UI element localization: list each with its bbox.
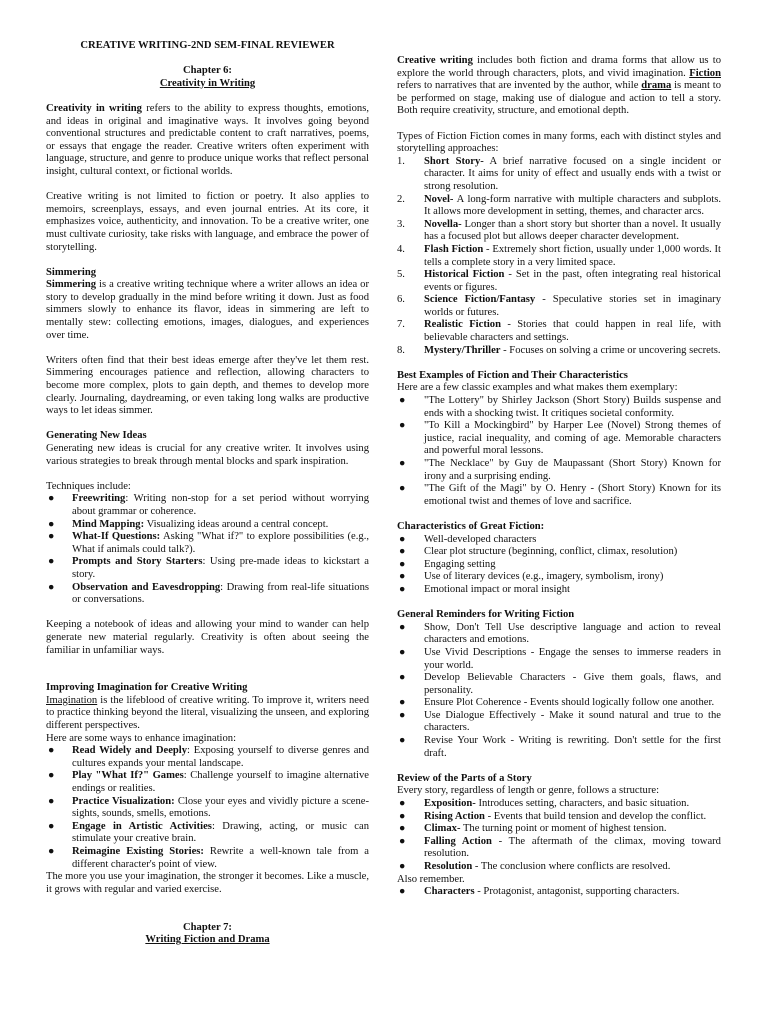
item-term: Novella- (424, 218, 462, 230)
bullet-icon: ● (48, 745, 55, 757)
generating-closing: Keeping a notebook of ideas and allowing your mind to wander can help generate new material regularly. Creativity is often about seeing the familiar in unfamiliar ways. (46, 619, 369, 656)
list-item (397, 886, 721, 899)
list-item (46, 770, 369, 795)
list-item (397, 420, 721, 458)
list-item (46, 745, 369, 770)
fiction-drama-intro (397, 55, 721, 118)
creativity-paragraph (46, 103, 369, 179)
list-item (397, 647, 721, 672)
item-text: Ensure Plot Coherence - Events should logically follow one another. (424, 697, 715, 709)
list-item (397, 735, 721, 760)
bullet-icon: ● (399, 583, 406, 595)
item-text: A brief narrative focused on a single incident or character. It aims for unity of effect and usually ends with a twist or strong resolution. (424, 155, 722, 192)
item-text: The turning point or moment of highest tension. (460, 823, 667, 835)
item-text: - Speculative stories set in imaginary worlds or futures. (424, 294, 721, 318)
item-text: "The Gift of the Magi" by O. Henry - (Short Story) Known for its emotional twist and themes of love and sacrifice. (424, 483, 721, 507)
item-term: Falling Action (424, 835, 492, 847)
list-item (397, 244, 721, 269)
bullet-icon: ● (399, 546, 406, 558)
chapter-6-label: Chapter 6: (183, 65, 232, 77)
item-term: Rising Action (424, 810, 485, 822)
list-item (397, 571, 721, 584)
bullet-icon: ● (399, 558, 406, 570)
item-term: Prompts and Story Starters (72, 556, 203, 568)
item-text: Use Vivid Descriptions - Engage the senses to immerse readers in your world. (424, 646, 721, 671)
term-simmering: Simmering (46, 279, 97, 291)
bullet-icon: ● (48, 795, 55, 807)
great-fiction-heading: Characteristics of Great Fiction: (397, 520, 545, 532)
item-text: - Protagonist, antagonist, supporting characters. (474, 886, 680, 898)
item-text: : Using pre-made ideas to kickstart a story. (72, 556, 370, 580)
list-item (46, 846, 369, 871)
imagination-closing: The more you use your imagination, the stronger it becomes. Like a muscle, it grows with regular and varied exercise. (46, 871, 369, 895)
item-number: 2. (397, 193, 405, 205)
list-item (397, 534, 721, 547)
item-text: Well-developed characters (424, 533, 537, 545)
item-text: Visualizing ideas around a central concept. (144, 518, 329, 530)
list-item (397, 269, 721, 294)
best-examples-list (397, 395, 721, 508)
list-item (397, 395, 721, 420)
list-item (397, 194, 721, 219)
item-term: Novel- (424, 193, 454, 205)
item-number: 5. (397, 269, 405, 281)
item-text: - The aftermath of the climax, moving toward resolution. (424, 835, 721, 860)
item-number: 1. (397, 155, 405, 167)
list-item (46, 531, 369, 556)
list-item (397, 458, 721, 483)
list-item (397, 219, 721, 244)
item-text: Use Dialogue Effectively - Make it sound natural and true to the characters. (424, 709, 721, 734)
creative-writing-scope-paragraph: Creative writing is not limited to fiction or poetry. It also applies to memoirs, screenplays, essays, and even journal entries. At its core, it emphasizes voice, authenticity, and innovation. To be a creative writer, one must cultivate curiosity, take risks with language, and embrace the power of storytelling. (46, 191, 369, 253)
item-text: A long-form narrative with multiple characters and subplots. It allows more development in setting, themes, and character arcs. (424, 193, 721, 218)
list-item (397, 345, 721, 358)
characters-list (397, 886, 721, 899)
best-examples-intro: Here are a few classic examples and what makes them exemplary: (397, 382, 678, 394)
item-term: Freewriting (72, 493, 126, 505)
bullet-icon: ● (399, 697, 406, 709)
bullet-icon: ● (399, 823, 406, 835)
item-text: Close your eyes and vividly picture a scene-sights, sounds, smells, emotions. (72, 795, 370, 820)
list-item (397, 823, 721, 836)
list-item (397, 559, 721, 572)
list-item (397, 584, 721, 597)
simmering-text: is a creative writing technique where a writer allows an idea or story to develop gradually in the mind before writing it down. Just as food simmers slowly to enhance its flavor, ideas in simmering are left to mentally stew: collecting emotions, images, dialogues, and experiences over time. (46, 279, 369, 341)
list-item (397, 483, 721, 508)
bullet-icon: ● (399, 861, 406, 872)
techniques-list (46, 493, 369, 606)
bullet-icon: ● (48, 493, 55, 505)
bullet-icon: ● (48, 770, 55, 782)
item-text: "The Lottery" by Shirley Jackson (Short Story) Builds suspense and ends with a shocking twist. It critiques societal conformity. (424, 395, 721, 419)
chapter-7-title: Writing Fiction and Drama (145, 934, 270, 946)
item-text: : Drawing, acting, or music can stimulate your creative brain. (72, 820, 370, 845)
intro-text-3: is meant to be performed on stage, making use of dialogue and action to tell a story. Both require creativity, structure, and emotional depth. (397, 80, 721, 117)
chapter-6-title: Creativity in Writing (159, 77, 256, 89)
bullet-icon: ● (399, 458, 406, 469)
list-item (397, 319, 721, 344)
term-fiction: Fiction (689, 67, 721, 79)
intro-text-2: refers to narratives that are invented by the author, while (397, 80, 642, 92)
term-imagination: Imagination (46, 694, 98, 706)
item-text: Longer than a short story but shorter than a novel. It usually has a focused plot but allows deeper character development. (424, 218, 721, 243)
imagination-heading: Improving Imagination for Creative Writing (46, 682, 248, 694)
item-term: Flash Fiction (424, 243, 484, 255)
item-term: Historical Fiction (424, 269, 505, 281)
bullet-icon: ● (48, 846, 55, 857)
item-text: - The conclusion where conflicts are resolved. (472, 861, 671, 872)
item-text: : Writing non-stop for a set period without worrying about grammar or coherence. (72, 493, 369, 517)
imagination-text: is the lifeblood of creative writing. To improve it, writers need to practice thinking beyond the literal, visualizing the unseen, and exploring different perspectives. (46, 694, 369, 732)
list-item (397, 798, 721, 811)
item-term: Reimagine Existing Stories: (72, 846, 204, 857)
bullet-icon: ● (399, 886, 406, 898)
item-text: Rewrite a well-known tale from a different character's point of view. (72, 846, 369, 870)
great-fiction-list (397, 534, 721, 597)
list-item (397, 697, 721, 710)
item-number: 4. (397, 243, 405, 255)
intro-text-1: includes both fiction and drama forms that allow us to explore the world through characters, plots, and vivid imagination. (397, 55, 722, 79)
item-term: Mystery/Thriller (424, 344, 501, 356)
item-text: Emotional impact or moral insight (424, 583, 570, 595)
story-parts-intro: Every story, regardless of length or genre, follows a structure: (397, 785, 660, 797)
term-drama: drama (641, 80, 672, 92)
item-text: - Extremely short fiction, usually under 1,000 words. It tells a complete story in a very limited space. (424, 243, 721, 268)
list-item (46, 519, 369, 532)
item-text: Asking "What if?" to explore possibilities (e.g., What if animals could talk?). (72, 531, 369, 555)
story-parts-list (397, 798, 721, 874)
imagination-intro: Here are some ways to enhance imagination: (46, 732, 237, 744)
list-item (397, 710, 721, 735)
list-item (397, 836, 721, 861)
creativity-text: refers to the ability to express thoughts, emotions, and ideas in original and imaginative ways. It involves going beyond conventional structures and predictable content to craft narratives, poems, or essays that engage the reader. Creative writers often experiment with language, structure, and genre to produce unique works that reflect personal insight, cultural context, or fictional worlds. (46, 102, 369, 177)
item-term: Engage in Artistic Activities (72, 820, 212, 832)
item-term: Climax- (424, 823, 461, 835)
bullet-icon: ● (48, 556, 55, 568)
item-number: 8. (397, 344, 405, 356)
bullet-icon: ● (399, 621, 406, 633)
bullet-icon: ● (399, 395, 406, 407)
term-creativity: Creativity in writing (46, 102, 142, 114)
bullet-icon: ● (399, 483, 406, 495)
bullet-icon: ● (399, 533, 406, 545)
bullet-icon: ● (399, 646, 406, 658)
also-remember: Also remember. (397, 873, 465, 885)
list-item (397, 294, 721, 319)
item-text: - Stories that could happen in real life, with believable characters and settings. (424, 319, 721, 344)
item-text: "To Kill a Mockingbird" by Harper Lee (Novel) Strong themes of justice, racial inequality, and coming of age. Memorable characters and powerful moral lessons. (424, 420, 721, 457)
fiction-types-list (397, 156, 721, 358)
item-text: : Drawing from real-life situations or conversations. (72, 581, 370, 606)
left-column (46, 40, 369, 947)
item-text: Develop Believable Characters - Give them goals, flaws, and personality. (424, 672, 721, 696)
item-term: Characters (424, 886, 475, 898)
list-item (46, 582, 369, 607)
bullet-icon: ● (399, 810, 406, 822)
bullet-icon: ● (399, 571, 406, 583)
item-text: - Events that build tension and develop the conflict. (484, 810, 707, 822)
item-number: 3. (397, 218, 405, 230)
simmering-heading: Simmering (46, 266, 97, 278)
best-examples-heading: Best Examples of Fiction and Their Characteristics (397, 369, 628, 381)
bullet-icon: ● (399, 420, 406, 432)
bullet-icon: ● (399, 709, 406, 721)
item-term: Resolution (424, 861, 473, 872)
list-item (46, 796, 369, 821)
item-term: Observation and Eavesdropping (72, 581, 221, 593)
list-item (397, 861, 721, 874)
reminders-heading: General Reminders for Writing Fiction (397, 609, 575, 621)
bullet-icon: ● (48, 581, 55, 593)
bullet-icon: ● (399, 835, 406, 847)
bullet-icon: ● (399, 672, 406, 684)
item-text: Introduces setting, characters, and basic situation. (475, 798, 690, 810)
list-item (397, 156, 721, 194)
item-text: : Exposing yourself to diverse genres and cultures expands your mental landscape. (72, 745, 369, 769)
item-term: Exposition- (424, 798, 476, 810)
item-term: What-If Questions: (72, 531, 161, 543)
imagination-paragraph (46, 695, 369, 733)
generating-heading: Generating New Ideas (46, 430, 147, 442)
item-text: : Challenge yourself to imagine alternative endings or realities. (72, 770, 369, 795)
chapter-7-label: Chapter 7: (183, 921, 232, 933)
item-term: Mind Mapping: (72, 518, 145, 530)
list-item (397, 811, 721, 824)
simmering-paragraph (46, 279, 369, 342)
document-header: CREATIVE WRITING-2ND SEM-FINAL REVIEWER (80, 40, 335, 51)
item-term: Practice Visualization: (72, 795, 175, 807)
list-item (46, 821, 369, 846)
term-creative-writing: Creative writing (397, 55, 473, 66)
item-term: Play "What If?" Games (72, 770, 184, 782)
imagination-list (46, 745, 369, 871)
list-item (46, 556, 369, 581)
list-item (397, 546, 721, 559)
generating-paragraph: Generating new ideas is crucial for any creative writer. It involves using various strategies to break through mental blocks and spark inspiration. (46, 443, 369, 467)
bullet-icon: ● (48, 531, 55, 543)
reminders-list (397, 622, 721, 761)
simmering-paragraph-2: Writers often find that their best ideas emerge after they've let them rest. Simmering encourages patience and reflection, allowing characters to become more complex, plots to gain depth, and themes to develop more clearly. Journaling, daydreaming, or even taking long walks are productive ways to let ideas simmer. (46, 354, 369, 417)
list-item (397, 622, 721, 647)
item-term: Realistic Fiction (424, 319, 501, 331)
item-text: - Focuses on solving a crime or uncovering secrets. (500, 344, 721, 356)
item-term: Science Fiction/Fantasy (424, 294, 536, 306)
item-number: 7. (397, 319, 405, 331)
bullet-icon: ● (48, 518, 55, 530)
item-term: Short Story- (424, 155, 484, 167)
item-text: Clear plot structure (beginning, conflict, climax, resolution) (424, 546, 678, 558)
item-term: Read Widely and Deeply (72, 745, 188, 757)
item-text: Show, Don't Tell Use descriptive language and action to reveal characters and emotions. (424, 621, 721, 646)
item-text: Engaging setting (424, 558, 496, 570)
item-text: - Set in the past, often integrating real historical events or figures. (424, 269, 721, 293)
story-parts-heading: Review of the Parts of a Story (397, 772, 532, 784)
item-number: 6. (397, 294, 405, 306)
item-text: "The Necklace" by Guy de Maupassant (Short Story) Known for irony and a surprising ending. (424, 458, 721, 482)
item-text: Revise Your Work - Writing is rewriting. Don't settle for the first draft. (424, 735, 721, 759)
bullet-icon: ● (399, 798, 406, 810)
bullet-icon: ● (399, 735, 406, 747)
list-item (46, 493, 369, 518)
item-text: Use of literary devices (e.g., imagery, symbolism, irony) (424, 571, 664, 583)
techniques-intro: Techniques include: (46, 480, 131, 492)
types-intro: Types of Fiction Fiction comes in many forms, each with distinct styles and storytelling approaches: (397, 130, 721, 155)
right-column (397, 55, 721, 899)
list-item (397, 672, 721, 697)
bullet-icon: ● (48, 820, 55, 832)
